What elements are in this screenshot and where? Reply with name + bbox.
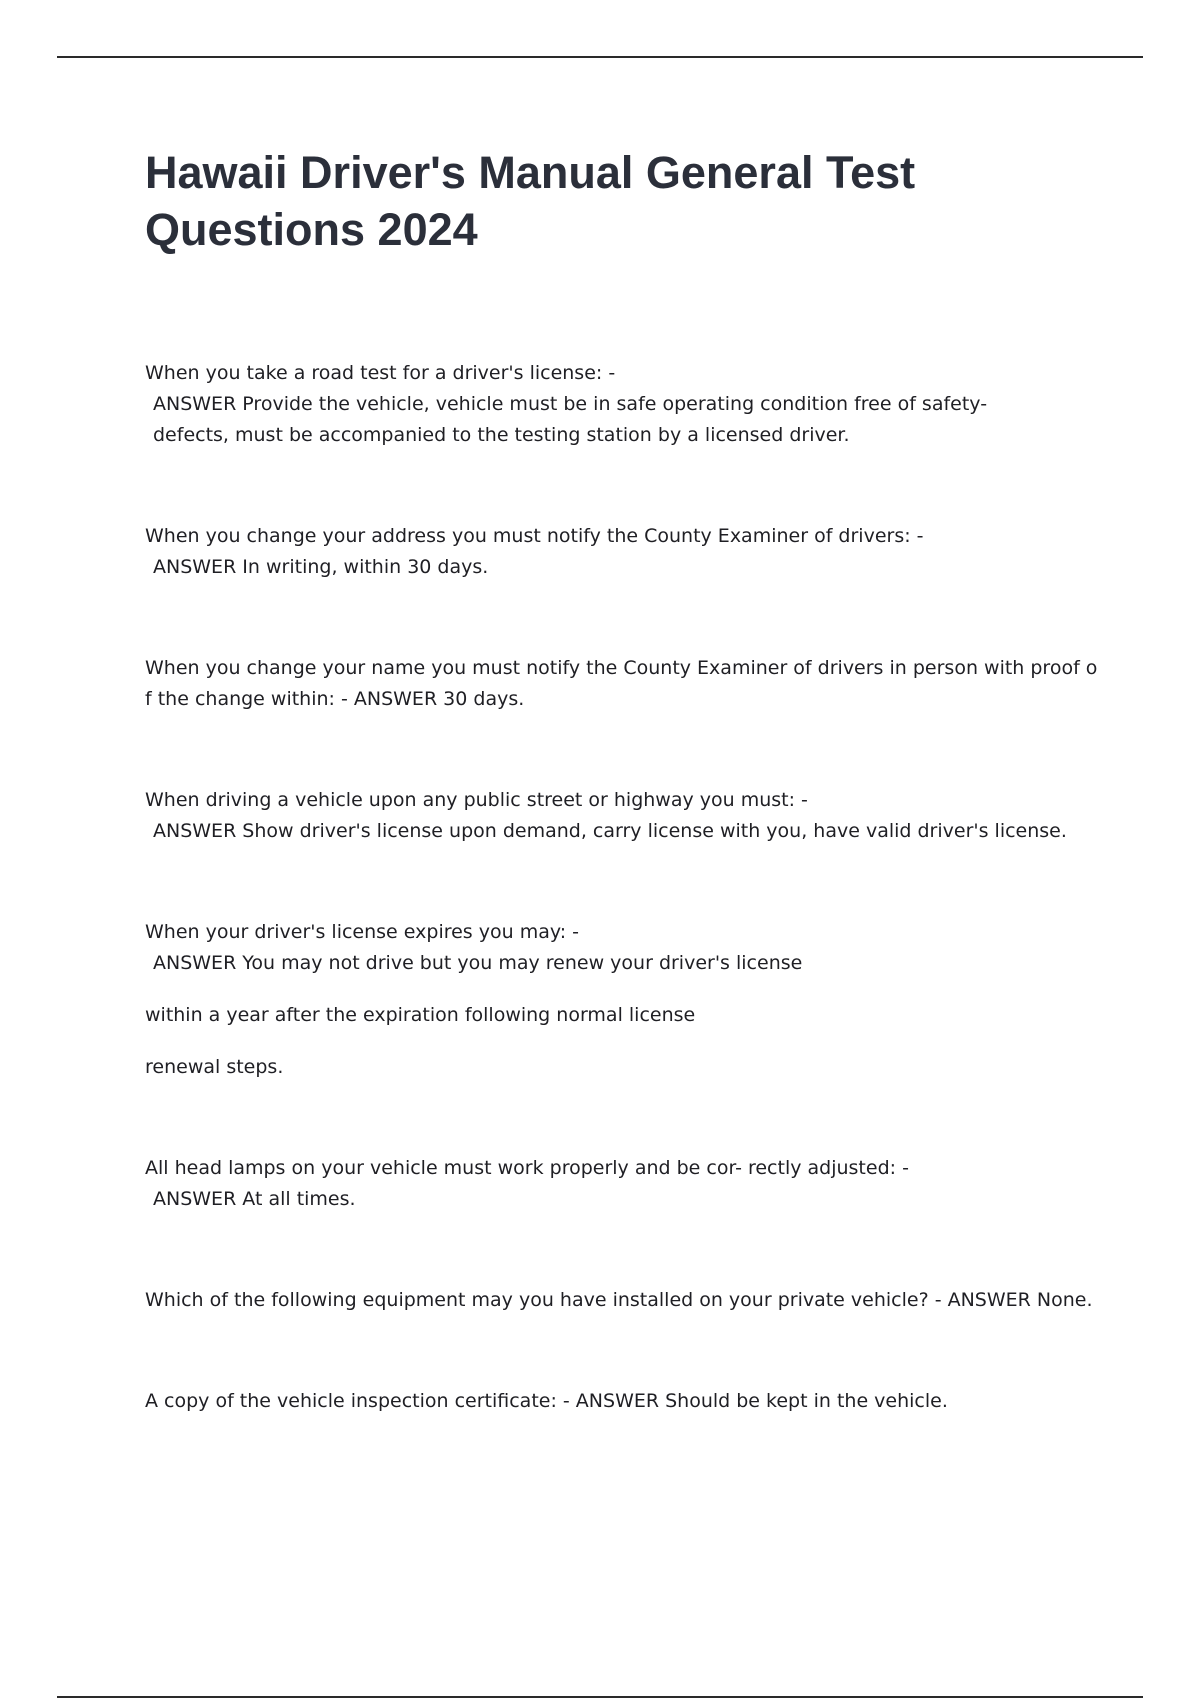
answer-text: ANSWER Provide the vehicle, vehicle must be in safe operating condition free of safety- defects, must be accompanied to the testing station by a licensed driver. <box>153 393 988 446</box>
footer-rule <box>57 1696 1143 1698</box>
qa-item <box>145 1153 1105 1215</box>
qa-item <box>145 1386 1105 1417</box>
header-rule <box>57 56 1143 58</box>
qa-item <box>145 653 1105 715</box>
question-text: When your driver's license expires you may: - <box>145 921 580 943</box>
answer-continuation: renewal steps. <box>145 1056 284 1078</box>
question-text: When you take a road test for a driver's license: - <box>145 362 616 384</box>
question-text: When driving a vehicle upon any public street or highway you must: - <box>145 789 808 811</box>
answer-text: ANSWER You may not drive but you may renew your driver's license <box>153 952 803 974</box>
qa-list <box>145 358 1105 1487</box>
answer-text: ANSWER At all times. <box>153 1188 356 1210</box>
page-title: Hawaii Driver's Manual General Test Questions 2024 <box>145 147 916 255</box>
answer-continuation: within a year after the expiration following normal license <box>145 1004 696 1026</box>
qa-item <box>145 785 1105 847</box>
qa-item <box>145 917 1105 1083</box>
answer-text: ANSWER Show driver's license upon demand, carry license with you, have valid driver's license. <box>153 820 1067 842</box>
qa-item <box>145 1285 1105 1316</box>
qa-item <box>145 358 1105 451</box>
question-text: All head lamps on your vehicle must work properly and be cor- rectly adjusted: - <box>145 1157 909 1179</box>
question-text: When you change your name you must notify the County Examiner of drivers in person with proof o f the change within: - ANSWER 30 days. <box>145 657 1098 710</box>
question-text: A copy of the vehicle inspection certificate: - ANSWER Should be kept in the vehicle. <box>145 1390 948 1412</box>
qa-item <box>145 521 1105 583</box>
answer-text: ANSWER In writing, within 30 days. <box>153 556 489 578</box>
question-text: When you change your address you must notify the County Examiner of drivers: - <box>145 525 924 547</box>
question-text: Which of the following equipment may you have installed on your private vehicle? - ANSWER None. <box>145 1289 1093 1311</box>
